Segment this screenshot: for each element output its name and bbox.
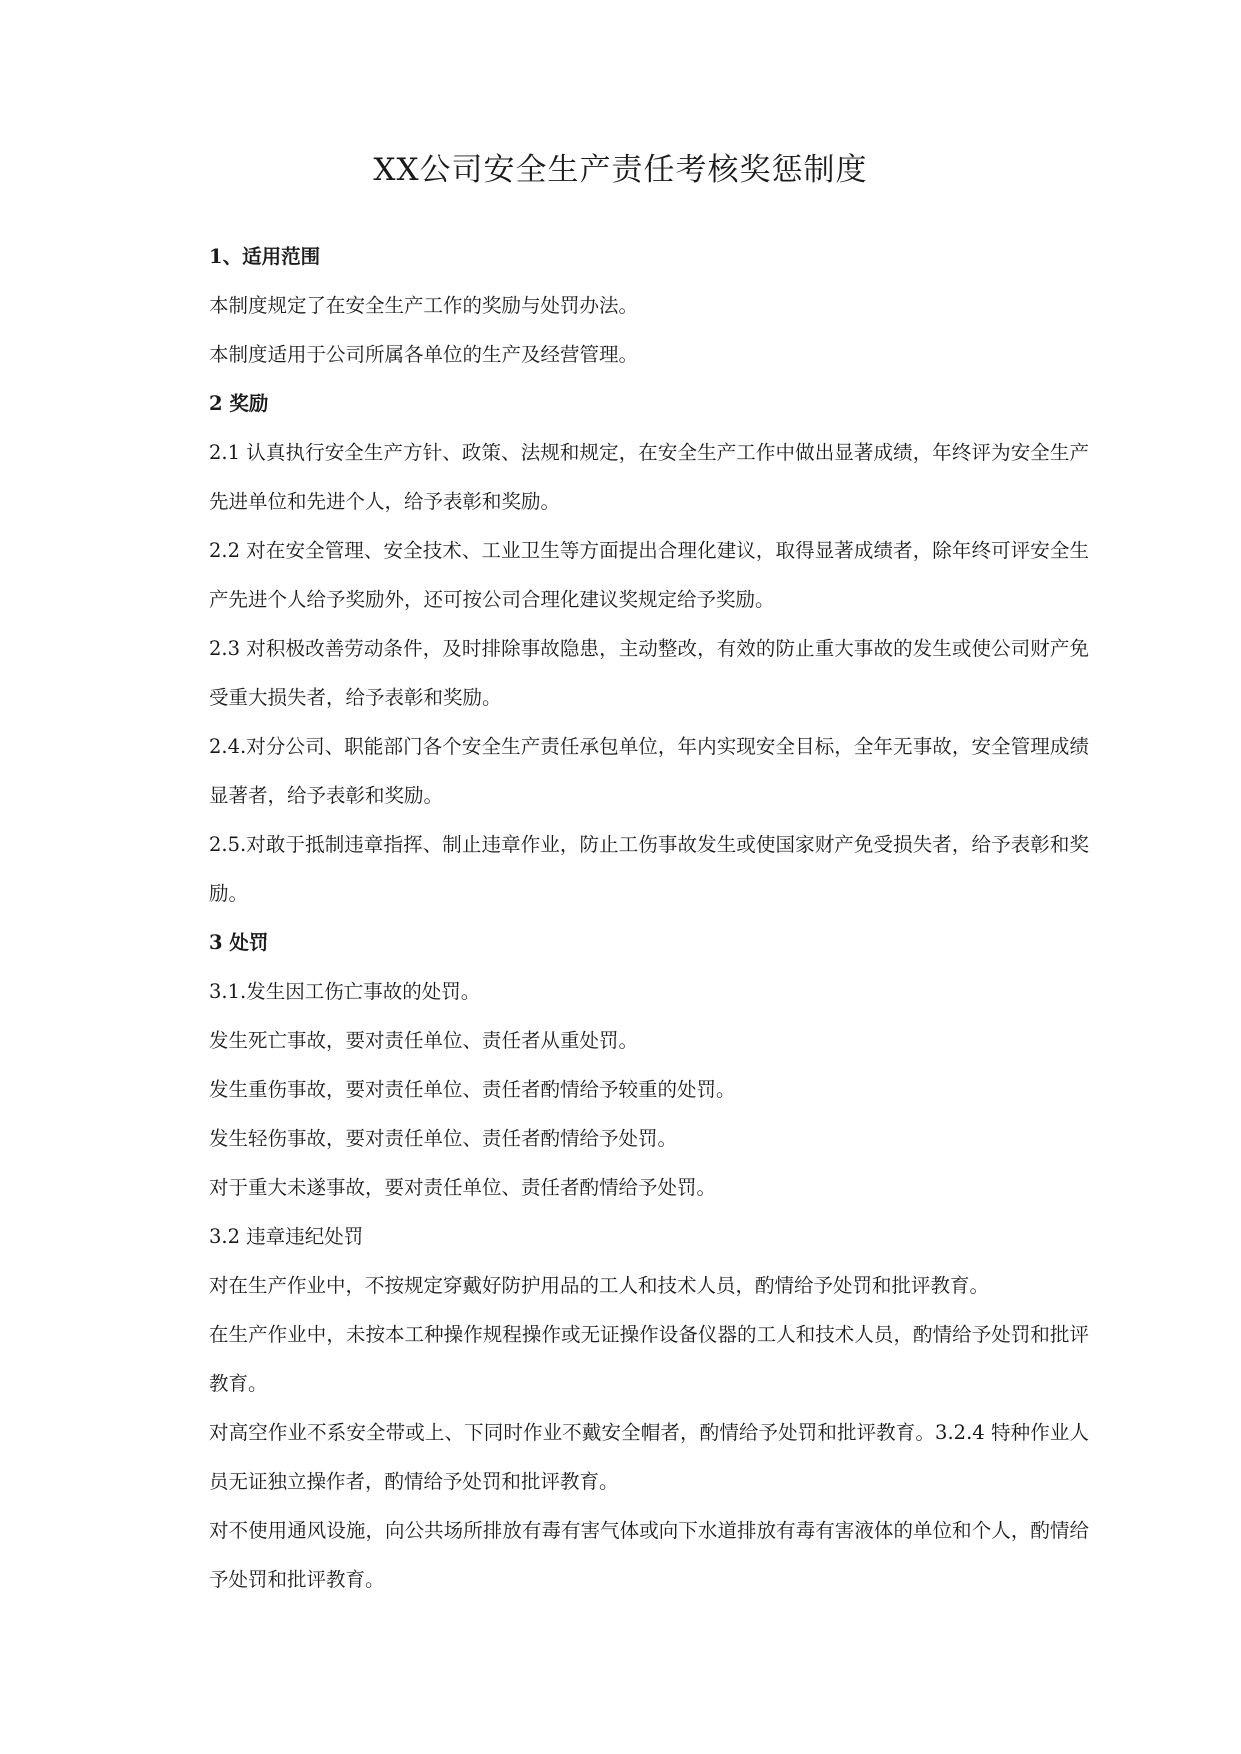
document-title: XX公司安全生产责任考核奖惩制度	[373, 152, 868, 188]
paragraph: 在生产作业中，未按本工种操作规程操作或无证操作设备仪器的工人和技术人员，酌情给予处罚和批评教育。	[209, 1323, 1089, 1395]
paragraph: 对于重大未遂事故，要对责任单位、责任者酌情给予处罚。	[209, 1176, 717, 1199]
paragraph: 对在生产作业中，不按规定穿戴好防护用品的工人和技术人员，酌情给予处罚和批评教育。	[209, 1274, 990, 1297]
paragraph: 2.2 对在安全管理、安全技术、工业卫生等方面提出合理化建议，取得显著成绩者，除年终可评安全生产先进个人给予奖励外，还可按公司合理化建议奖规定给予奖励。	[209, 539, 1089, 611]
paragraph: 2.1 认真执行安全生产方针、政策、法规和规定，在安全生产工作中做出显著成绩，年终评为安全生产先进单位和先进个人，给予表彰和奖励。	[209, 441, 1089, 513]
section-heading: 2 奖励	[209, 392, 269, 415]
section-heading: 1、适用范围	[209, 245, 321, 268]
paragraph: 3.1.发生因工伤亡事故的处罚。	[209, 980, 481, 1003]
paragraph: 发生重伤事故，要对责任单位、责任者酌情给予较重的处罚。	[209, 1078, 736, 1101]
paragraph: 2.4.对分公司、职能部门各个安全生产责任承包单位，年内实现安全目标，全年无事故，安全管理成绩显著者，给予表彰和奖励。	[209, 735, 1089, 807]
section-rewards	[209, 379, 1089, 918]
paragraph: 2.5.对敢于抵制违章指挥、制止违章作业，防止工伤事故发生或使国家财产免受损失者，给予表彰和奖励。	[209, 833, 1089, 905]
paragraph: 发生轻伤事故，要对责任单位、责任者酌情给予处罚。	[209, 1127, 678, 1150]
paragraph: 2.3 对积极改善劳动条件，及时排除事故隐患，主动整改，有效的防止重大事故的发生或使公司财产免受重大损失者，给予表彰和奖励。	[209, 637, 1089, 709]
paragraph: 本制度适用于公司所属各单位的生产及经营管理。	[209, 343, 639, 366]
document-body	[209, 232, 1089, 1604]
section-scope	[209, 232, 1089, 379]
paragraph: 对不使用通风设施，向公共场所排放有毒有害气体或向下水道排放有毒有害液体的单位和个人，酌情给予处罚和批评教育。	[209, 1519, 1089, 1591]
section-penalties	[209, 918, 1089, 1604]
paragraph: 发生死亡事故，要对责任单位、责任者从重处罚。	[209, 1029, 639, 1052]
paragraph: 对高空作业不系安全带或上、下同时作业不戴安全帽者，酌情给予处罚和批评教育。3.2.4 特种作业人员无证独立操作者，酌情给予处罚和批评教育。	[209, 1421, 1089, 1493]
paragraph: 3.2 违章违纪处罚	[209, 1225, 364, 1248]
paragraph: 本制度规定了在安全生产工作的奖励与处罚办法。	[209, 294, 639, 317]
section-heading: 3 处罚	[209, 931, 269, 954]
